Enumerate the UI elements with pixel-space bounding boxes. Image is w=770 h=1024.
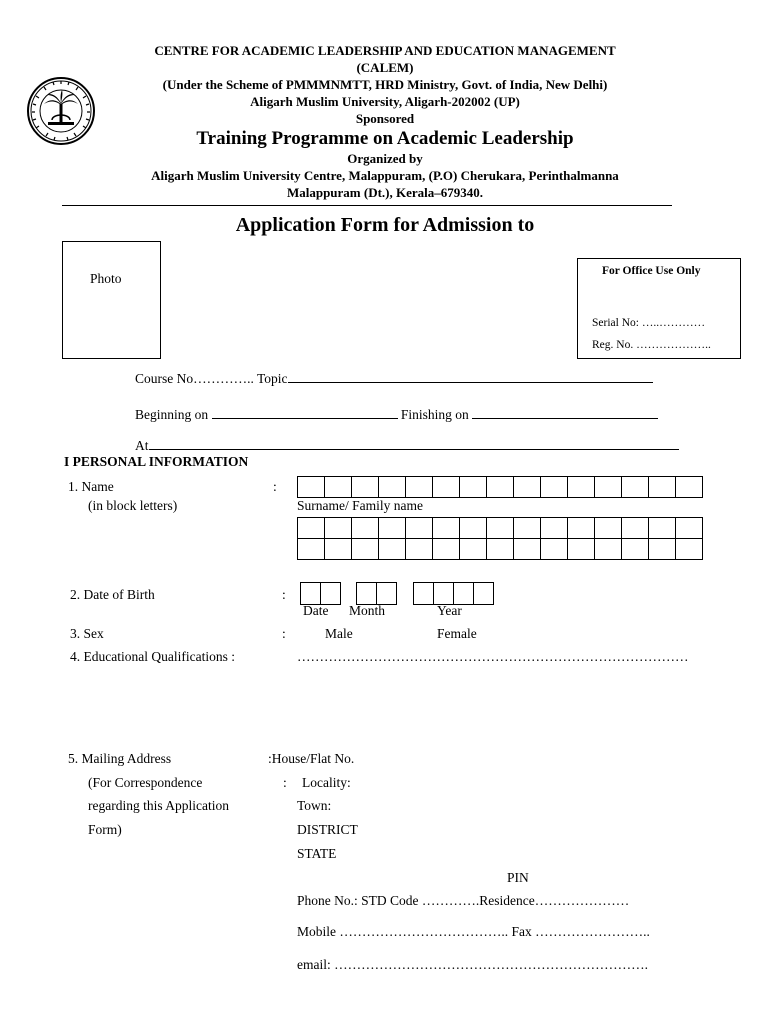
sex-male-option[interactable]: Male (325, 626, 353, 641)
correspondence-note-1: (For Correspondence (88, 775, 203, 790)
serial-no: Serial No: …..………… (592, 317, 706, 329)
education-field[interactable]: …………………………………………………………………………… (297, 649, 689, 664)
dob-colon: : (282, 587, 286, 602)
office-use-box (577, 258, 741, 359)
organized-by: Organized by (347, 151, 423, 166)
month-caption: Month (349, 603, 386, 618)
beginning-label: Beginning on (135, 407, 209, 422)
header-line-4: Aligarh Muslim University, Aligarh-202002 (UP) (250, 94, 520, 109)
date-boxes[interactable] (300, 582, 341, 605)
finishing-field[interactable] (472, 406, 658, 419)
email-field[interactable]: email: ……………………………………………………………. (297, 957, 648, 972)
centre-address-1: Aligarh Muslim University Centre, Malappuram, (P.O) Cherukara, Perinthalmanna (151, 168, 619, 183)
house-flat-label[interactable]: :House/Flat No. (268, 751, 355, 766)
town-label[interactable]: Town: (297, 798, 332, 813)
photo-box[interactable] (62, 241, 161, 359)
correspondence-note-2: regarding this Application (88, 798, 229, 813)
reg-no: Reg. No. ……………….. (592, 339, 711, 351)
surname-label: Surname/ Family name (297, 498, 423, 513)
header-line-5: Sponsored (355, 111, 415, 126)
course-topic-row[interactable] (135, 370, 653, 387)
state-label[interactable]: STATE (297, 846, 337, 861)
header-divider (62, 205, 672, 206)
year-boxes[interactable] (413, 582, 494, 605)
dob-label: 2. Date of Birth (70, 587, 155, 602)
district-label[interactable]: DISTRICT (297, 822, 358, 837)
locality-label[interactable]: Locality: (302, 775, 351, 790)
at-label: At (135, 438, 149, 453)
centre-address-2: Malappuram (Dt.), Kerala–679340. (286, 185, 484, 200)
year-caption: Year (437, 603, 462, 618)
section-personal-information: I PERSONAL INFORMATION (64, 454, 249, 469)
surname-grid[interactable] (297, 476, 703, 498)
given-name-grid[interactable] (297, 517, 703, 560)
header-line-1: CENTRE FOR ACADEMIC LEADERSHIP AND EDUCATION MANAGEMENT (154, 43, 616, 58)
office-use-title: For Office Use Only (602, 265, 701, 277)
block-letters-label: (in block letters) (88, 498, 178, 513)
form-title: Application Form for Admission to (235, 214, 535, 236)
month-boxes[interactable] (356, 582, 397, 605)
finishing-label: Finishing on (400, 407, 469, 422)
name-label: 1. Name (68, 479, 114, 494)
topic-field[interactable] (288, 370, 653, 383)
at-row (135, 437, 679, 454)
header-line-3: (Under the Scheme of PMMMNMTT, HRD Ministry, Govt. of India, New Delhi) (162, 77, 608, 92)
programme-title: Training Programme on Academic Leadership (196, 128, 574, 149)
date-caption: Date (303, 603, 329, 618)
correspondence-note-3: Form) (88, 822, 122, 837)
photo-label: Photo (90, 271, 122, 286)
name-colon: : (273, 479, 277, 494)
sex-female-option[interactable]: Female (437, 626, 477, 641)
locality-colon: : (283, 775, 287, 790)
sex-label: 3. Sex (70, 626, 104, 641)
mobile-fax-field[interactable]: Mobile ……………………………….. Fax …………………….. (297, 924, 650, 939)
pin-label[interactable]: PIN (507, 870, 529, 885)
phone-field[interactable]: Phone No.: STD Code ………….Residence………………… (297, 893, 630, 908)
course-no-label: Course No………….. Topic (135, 371, 288, 386)
sex-colon: : (282, 626, 286, 641)
at-field[interactable] (149, 437, 679, 450)
beginning-field[interactable] (212, 406, 398, 419)
dates-row (135, 406, 658, 423)
mailing-address-label: 5. Mailing Address (68, 751, 172, 766)
education-label: 4. Educational Qualifications : (70, 649, 235, 664)
header-line-2: (CALEM) (356, 60, 414, 75)
